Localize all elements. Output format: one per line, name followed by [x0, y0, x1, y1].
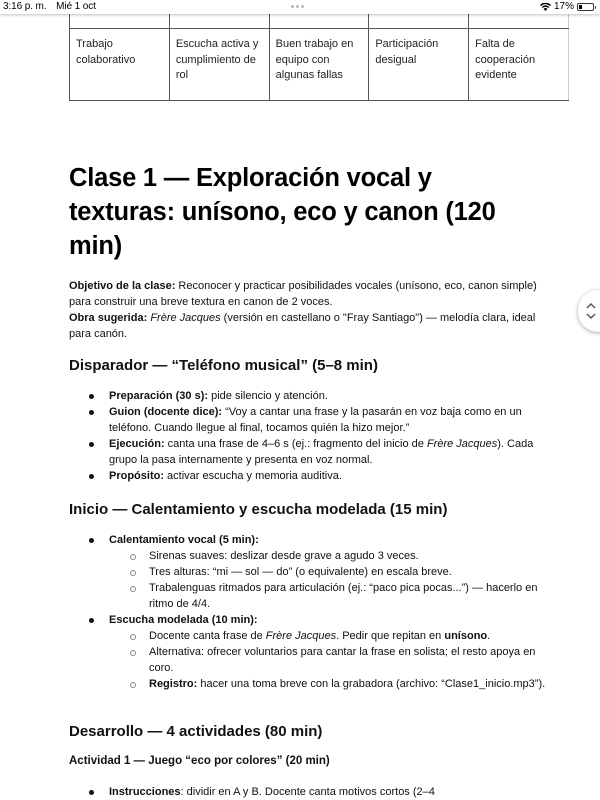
item-label: Registro:	[149, 678, 198, 690]
list-item	[89, 404, 549, 436]
item-text: .	[487, 630, 491, 642]
sublist-item: Tres alturas: “mi — sol — do” (o equivalente) en escala breve.	[129, 564, 549, 580]
table-cell: Falta de cooperación evidente	[469, 29, 569, 101]
item-text: . Pedir que repitan en	[336, 630, 445, 642]
item-text: Docente canta frase de	[149, 630, 266, 642]
table-cell: Trabajo colaborativo	[70, 29, 170, 101]
item-text: hacer una toma breve con la grabadora (archivo: “Clase1_inicio.mp3”).	[197, 678, 546, 690]
item-label: Guion (docente dice):	[109, 406, 223, 418]
work-title: Frère Jacques	[150, 312, 221, 324]
table-row	[70, 29, 569, 101]
battery-percent: 17%	[553, 1, 574, 12]
table-cell: Participación desigual	[369, 29, 469, 101]
item-label: Ejecución:	[109, 438, 165, 450]
sublist-item: Sirenas suaves: deslizar desde grave a agudo 3 veces.	[129, 548, 549, 564]
status-right	[540, 1, 594, 12]
chevron-up-icon[interactable]	[586, 302, 596, 309]
activity-1-list	[89, 784, 549, 800]
item-label: Escucha modelada (10 min):	[109, 614, 258, 626]
list-item	[89, 436, 549, 468]
status-date: Mié 1 oct	[56, 1, 96, 12]
item-text: activar escucha y memoria auditiva.	[164, 470, 342, 482]
sublist-item	[129, 676, 549, 692]
status-bar	[0, 0, 600, 14]
item-label: Calentamiento vocal (5 min):	[109, 534, 259, 546]
work-label: Obra sugerida:	[69, 312, 148, 324]
section-heading-development: Desarrollo — 4 actividades (80 min)	[69, 723, 323, 740]
multitasking-dots-icon[interactable]	[291, 5, 304, 8]
item-text: ). Cada grupo la pasa internamente y presenta en voz normal.	[109, 438, 534, 466]
page-title: Clase 1 — Exploración vocal y texturas: unísono, eco y canon (120 min)	[69, 164, 496, 260]
start-list	[89, 532, 549, 692]
section-heading-start: Inicio — Calentamiento y escucha modelada (15 min)	[69, 501, 448, 518]
list-item	[89, 468, 549, 484]
list-item	[89, 784, 549, 800]
item-bold: unísono	[444, 630, 488, 642]
item-text: : dividir en A y B. Docente canta motivos cortos (2–4	[180, 786, 435, 798]
work-text: (versión en castellano o "Fray Santiago") — melodía clara, ideal para canón.	[69, 312, 536, 340]
sublist-item: Trabalenguas ritmados para articulación (ej.: “paco pica pocas...”) — hacerlo en ritmo de 4/4.	[129, 580, 549, 612]
list-item	[89, 388, 549, 404]
table-cell: Escucha activa y cumplimiento de rol	[169, 29, 269, 101]
item-label: Instrucciones	[109, 786, 181, 798]
rubric-table	[69, 0, 569, 101]
list-item	[89, 612, 549, 692]
item-text: pide silencio y atención.	[208, 390, 328, 402]
table-cell: Buen trabajo en equipo con algunas fallas	[269, 29, 369, 101]
list-item	[89, 532, 549, 612]
objective-label: Objetivo de la clase:	[69, 280, 176, 292]
warmup-sublist	[129, 548, 549, 612]
item-italic: Frère Jacques	[265, 630, 337, 642]
status-time: 3:16 p. m.	[3, 1, 47, 12]
battery-icon	[577, 3, 594, 11]
wifi-icon	[540, 3, 551, 11]
item-label: Preparación (30 s):	[109, 390, 209, 402]
objective-paragraph	[69, 278, 549, 342]
chevron-down-icon[interactable]	[586, 313, 596, 320]
listening-sublist	[129, 628, 549, 692]
item-text: canta una frase de 4–6 s (ej.: fragmento del inicio de	[164, 438, 427, 450]
section-heading-trigger: Disparador — “Teléfono musical” (5–8 min)	[69, 357, 378, 374]
sublist-item	[129, 628, 549, 644]
item-italic: Frère Jacques	[426, 438, 498, 450]
status-left	[3, 1, 96, 12]
scroll-navigation-button[interactable]	[578, 290, 600, 332]
sublist-item: Alternativa: ofrecer voluntarios para cantar la frase en solista; el resto apoya en coro.	[129, 644, 549, 676]
item-text: “Voy a cantar una frase y la pasarán en voz baja como en un teléfono. Cuando llegue al final, tocamos quién la hizo mejor.”	[109, 406, 522, 434]
objective-text: Reconocer y practicar posibilidades vocales (unísono, eco, canon simple) para construir una breve textura en canon de 2 voces.	[69, 280, 537, 308]
trigger-list	[89, 388, 549, 484]
item-label: Propósito:	[109, 470, 164, 482]
activity-1-heading: Actividad 1 — Juego “eco por colores” (20 min)	[69, 755, 330, 767]
